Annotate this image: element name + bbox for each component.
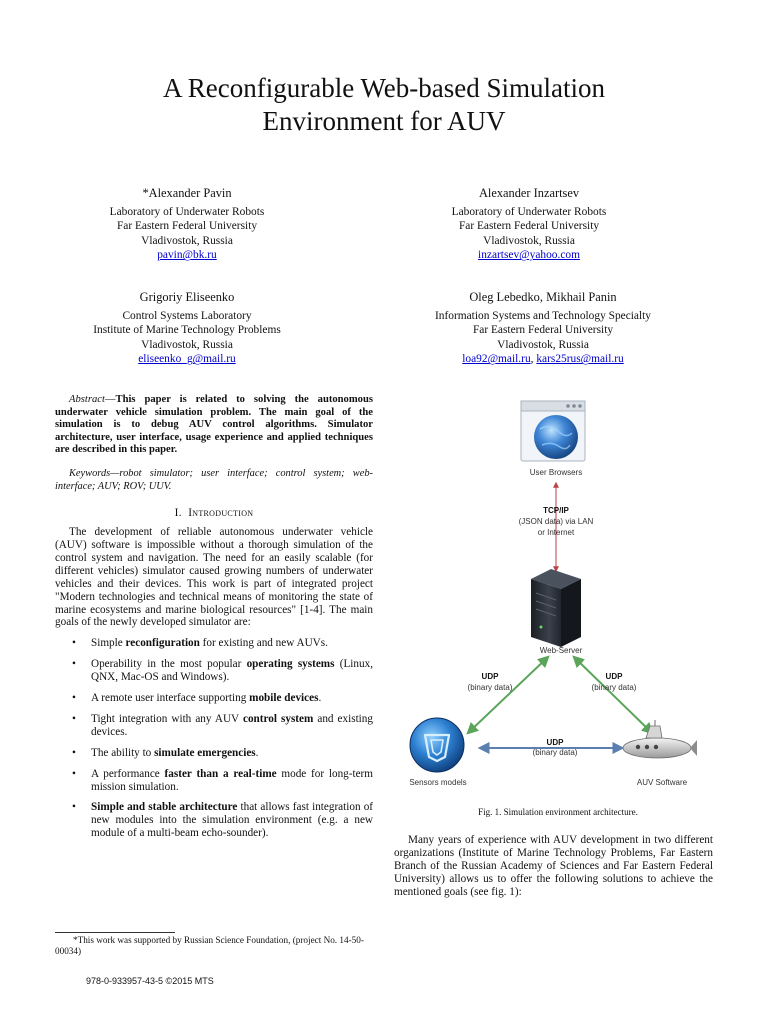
author-email-link[interactable]: pavin@bk.ru	[157, 249, 217, 262]
author-affiliation-line: Vladivostok, Russia	[141, 234, 233, 247]
author-affiliation-line: Vladivostok, Russia	[497, 338, 589, 351]
section-number: I.	[174, 507, 182, 520]
tcpip-label: TCP/IP	[543, 506, 569, 515]
sensors-models-icon	[410, 718, 464, 772]
right-paragraph: Many years of experience with AUV development in two different organizations (Institute of Marine Technology Problems, Far Eastern Branch of the Russian Academy of Sciences and Far Eastern Federal University) allows us to offer the following solutions to achieve the mentioned goals (see fig. 1):	[394, 834, 713, 898]
author-affiliation-line: Vladivostok, Russia	[141, 338, 233, 351]
author-affiliation-line: Far Eastern Federal University	[116, 220, 258, 233]
goal-item: • A performance faster than a real-time mode for long-term mission simulation.	[91, 768, 373, 794]
udp-link-server-auv	[574, 657, 652, 733]
author-name: Grigoriy Eliseenko	[139, 290, 235, 304]
author-affiliation-line: Far Eastern Federal University	[458, 220, 600, 233]
goal-item: • Operability in the most popular operating systems (Linux, QNX, Mac-OS and Windows).	[91, 658, 373, 684]
title-line-1: A Reconfigurable Web-based Simulation	[163, 73, 605, 103]
goal-item: • The ability to simulate emergencies.	[91, 747, 373, 760]
author-email-link-2[interactable]: kars25rus@mail.ru	[536, 353, 624, 366]
goal-item: • Simple reconfiguration for existing and new AUVs.	[91, 637, 373, 650]
footnote: *This work was supported by Russian Science Foundation, (project No. 14-50-00034)	[55, 935, 364, 957]
architecture-figure	[400, 395, 700, 795]
author-affiliation-line: Far Eastern Federal University	[472, 324, 614, 337]
goal-item: • Simple and stable architecture that allows fast integration of new modules into the simulation environment (e.g. a new module of a multi-beam echo-sounder).	[91, 801, 373, 840]
binary-data-right: (binary data)	[591, 683, 637, 692]
author-block-lebedko-panin	[378, 290, 708, 367]
json-line-1: (JSON data) via LAN	[518, 517, 594, 526]
author-name: *Alexander Pavin	[142, 186, 232, 200]
author-name: Alexander Inzartsev	[478, 186, 580, 200]
globe-icon	[534, 415, 578, 459]
author-block-pavin	[22, 186, 352, 263]
figure-caption: Fig. 1. Simulation environment architecture.	[478, 807, 638, 817]
paper-title	[0, 72, 768, 138]
section-heading-introduction	[55, 507, 373, 520]
author-affiliation-line: Institute of Marine Technology Problems	[93, 324, 281, 337]
intro-paragraph: The development of reliable autonomous underwater vehicle (AUV) software is impossible without a thorough simulation of the control system and navigation. The need for an easily scalable (for different vehicles) simulator caused growing numbers of underwater vehicles and their devices. This work is part of integrated project "Modern technologies and technical means of monitoring the state of marine ecosystems and marine biological resources" [1-4]. The main goals of the newly developed simulator are:	[55, 526, 373, 629]
author-email-link[interactable]: inzartsev@yahoo.com	[478, 249, 580, 262]
binary-data-bottom: (binary data)	[532, 748, 578, 757]
title-line-2: Environment for AUV	[262, 106, 506, 136]
architecture-diagram	[400, 395, 700, 795]
goal-item: • Tight integration with any AUV control system and existing devices.	[91, 713, 373, 739]
goals-list	[55, 637, 373, 840]
udp-label-left: UDP	[481, 672, 499, 681]
author-affiliation-line: Vladivostok, Russia	[483, 234, 575, 247]
author-block-inzartsev	[364, 186, 694, 263]
server-icon	[531, 569, 581, 647]
left-column	[55, 394, 373, 848]
web-server-label: Web-Server	[539, 646, 583, 655]
author-affiliation-line: Information Systems and Technology Specialty	[434, 309, 651, 322]
section-title: Introduction	[188, 507, 254, 520]
abstract	[55, 394, 373, 457]
browser-window-icon	[521, 401, 585, 461]
binary-data-left: (binary data)	[467, 683, 513, 692]
auv-software-label: AUV Software	[636, 778, 688, 787]
author-affiliation-line: Laboratory of Underwater Robots	[451, 205, 607, 218]
author-block-eliseenko	[22, 290, 352, 367]
author-affiliation-line: Laboratory of Underwater Robots	[109, 205, 265, 218]
udp-label-bottom: UDP	[546, 738, 564, 747]
author-email-link[interactable]: loa92@mail.ru	[462, 353, 531, 366]
sensors-models-label: Sensors models	[409, 778, 467, 787]
footnote-rule	[55, 932, 175, 933]
author-email-link[interactable]: eliseenko_g@mail.ru	[138, 353, 236, 366]
abstract-label: Abstract	[69, 394, 105, 405]
copyright-line: 978-0-933957-43-5 ©2015 MTS	[86, 976, 214, 986]
abstract-text: This paper is related to solving the autonomous underwater vehicle simulation problem. The main goal of the simulation is to debug AUV control algorithms. Simulator architecture, user interface, usage experience and applied techniques are described in this paper.	[55, 394, 373, 456]
keywords: Keywords—robot simulator; user interface; control system; web-interface; AUV; ROV; UUV.	[55, 467, 373, 492]
user-browsers-label: User Browsers	[529, 468, 583, 477]
udp-link-server-sensors	[468, 657, 548, 733]
auv-submarine-icon	[623, 720, 697, 758]
goal-item: • A remote user interface supporting mobile devices.	[91, 692, 373, 705]
email-separator: ,	[530, 353, 537, 366]
udp-label-right: UDP	[605, 672, 623, 681]
author-affiliation-line: Control Systems Laboratory	[122, 309, 252, 322]
author-name: Oleg Lebedko, Mikhail Panin	[469, 290, 617, 304]
json-line-2: or Internet	[537, 528, 575, 537]
abstract-dash: —	[104, 394, 116, 405]
